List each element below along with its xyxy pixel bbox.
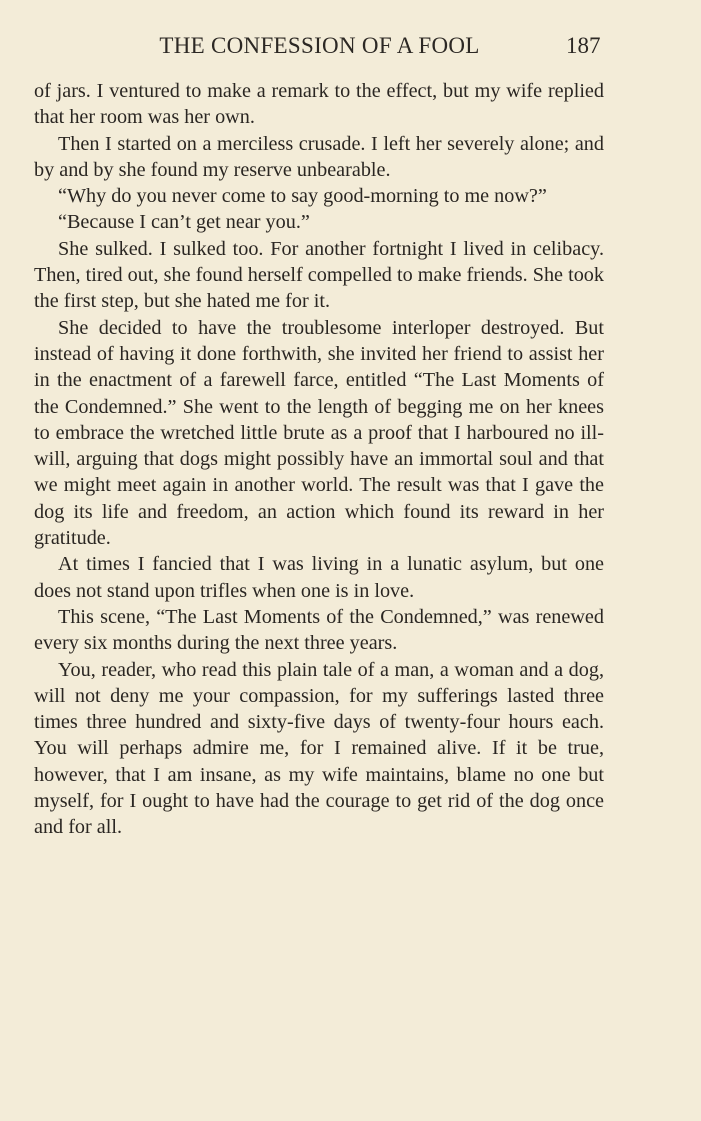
paragraph: She sulked. I sulked too. For another fortnight I lived in celibacy. Then, tired out, she found herself compelled to make friends. She took the first step, but she hated me for it. [34, 237, 604, 313]
paragraph: This scene, “The Last Moments of the Condemned,” was renewed every six months during the next three years. [34, 605, 604, 655]
paragraph-continued: of jars. I ventured to make a remark to the effect, but my wife replied that her room was her own. [34, 80, 604, 129]
dialogue-paragraph: “Why do you never come to say good-morning to me now?” [58, 185, 547, 208]
paragraph: At times I fancied that I was living in a lunatic asylum, but one does not stand upon trifles when one is in love. [34, 553, 604, 602]
dialogue-paragraph: “Because I can’t get near you.” [58, 211, 310, 234]
paragraph: She decided to have the troublesome interloper destroyed. But instead of having it done forthwith, she invited her friend to assist her in the enactment of a farewell farce, entitled “The Last Moments of the Condemned.” She went to the length of begging me on her knees to embrace the wretched little brute as a proof that I harboured no ill-will, arguing that dogs might possibly have an immortal soul and that we might meet again in another world. The result was that I gave the dog its life and freedom, an action which found its reward in her gratitude. [34, 316, 604, 550]
page-number: 187 [566, 33, 601, 58]
page-header [34, 30, 605, 62]
paragraph: You, reader, who read this plain tale of a man, a woman and a dog, will not deny me your compassion, for my sufferings lasted three times three hundred and sixty-five days of twenty-four hours each. You will perhaps admire me, for I remained alive. If it be true, however, that I am insane, as my wife maintains, blame no one but myself, for I ought to have had the courage to get rid of the dog once and for all. [34, 658, 604, 839]
body-text [34, 78, 604, 841]
running-title: THE CONFESSION OF A FOOL [159, 33, 480, 58]
paragraph: Then I started on a merciless crusade. I left her severely alone; and by and by she found my reserve unbearable. [34, 132, 604, 181]
